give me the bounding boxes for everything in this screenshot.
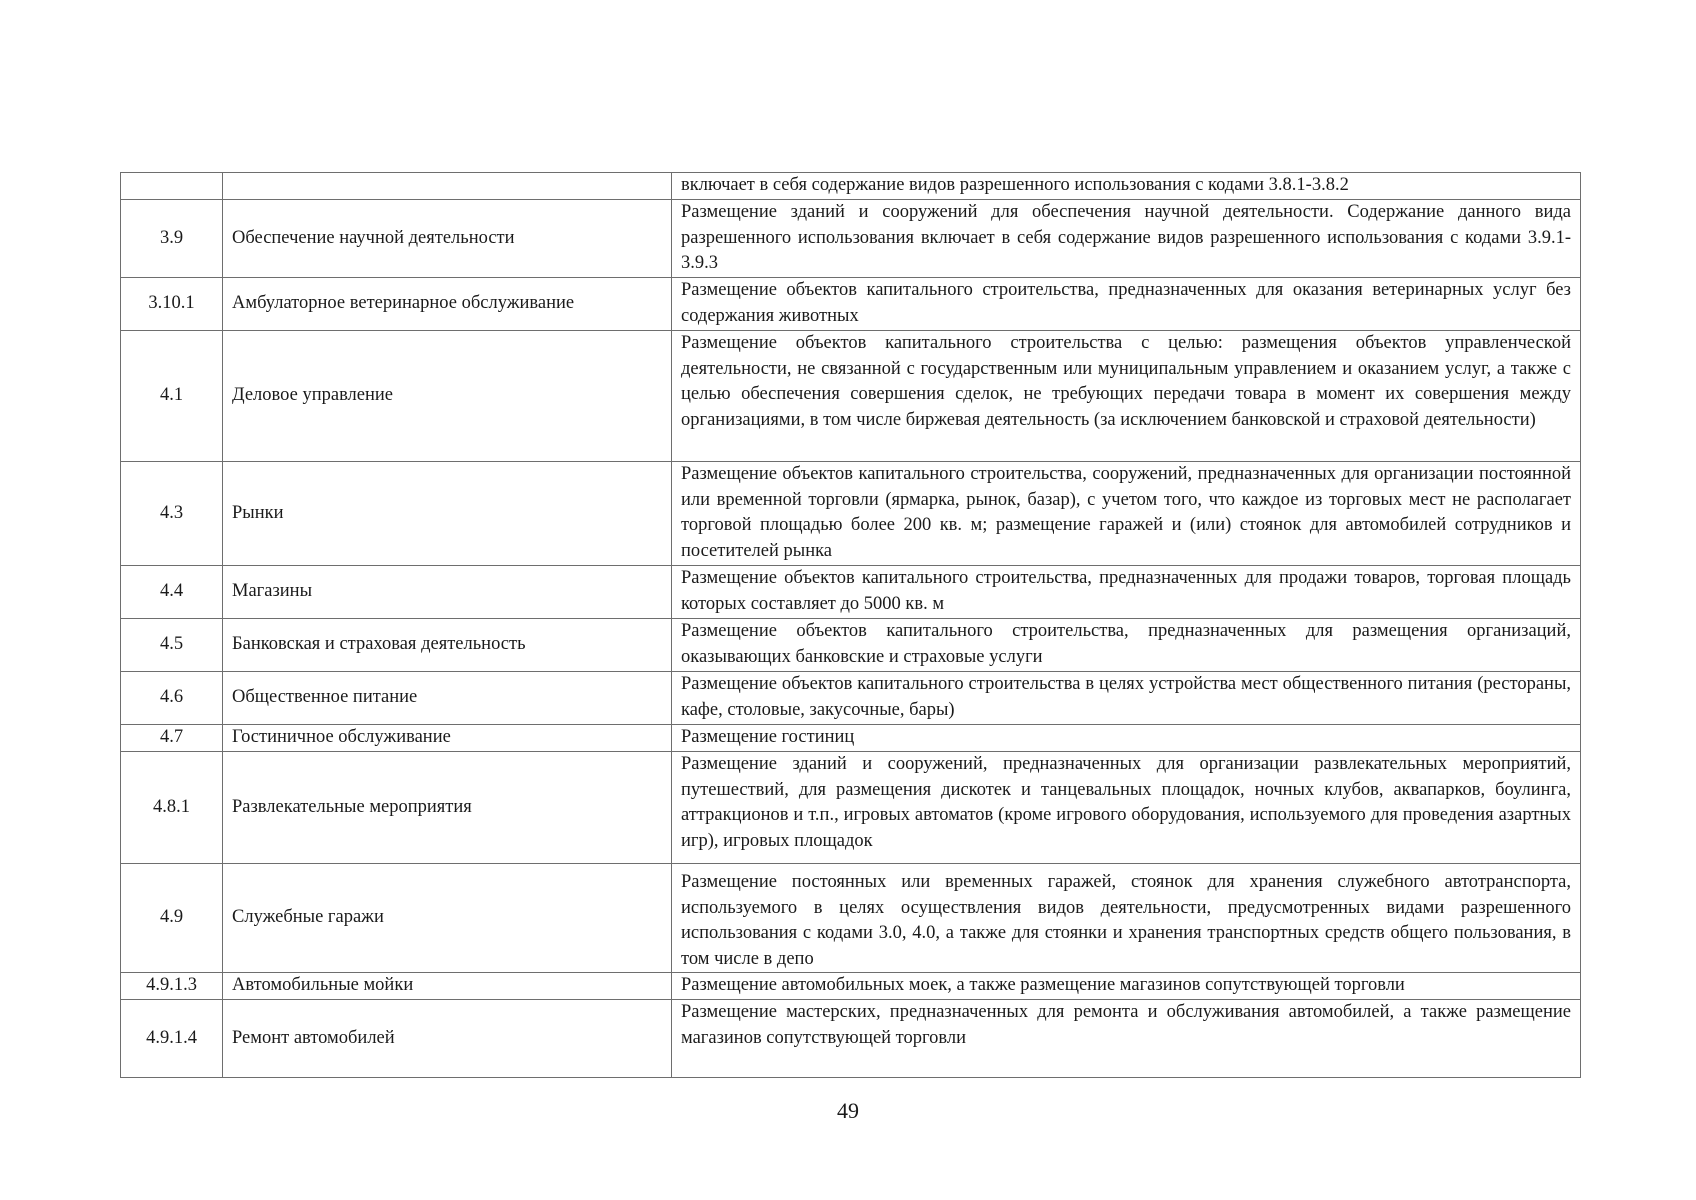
- row-name: Рынки: [223, 462, 672, 566]
- table-row: [121, 973, 1581, 1000]
- table-row: [121, 566, 1581, 619]
- row-name: Амбулаторное ветеринарное обслуживание: [223, 278, 672, 331]
- table-row: [121, 1000, 1581, 1078]
- row-name: Деловое управление: [223, 331, 672, 462]
- row-description: Размещение объектов капитального строительства, сооружений, предназначенных для организации постоянной или временной торговли (ярмарка, рынок, базар), с учетом того, что каждое из торговых мест не располагает торговой площадью более 200 кв. м; размещение гаражей и (или) стоянок для автомобилей сотрудников и посетителей рынка: [672, 462, 1581, 566]
- row-description: включает в себя содержание видов разрешенного использования с кодами 3.8.1-3.8.2: [672, 173, 1581, 200]
- row-name: Развлекательные мероприятия: [223, 752, 672, 864]
- row-code: 4.9.1.3: [121, 973, 223, 1000]
- row-code: 3.9: [121, 200, 223, 278]
- row-description: Размещение объектов капитального строительства, предназначенных для продажи товаров, торговая площадь которых составляет до 5000 кв. м: [672, 566, 1581, 619]
- table-row: [121, 173, 1581, 200]
- table-row: [121, 752, 1581, 864]
- row-name: Гостиничное обслуживание: [223, 725, 672, 752]
- row-description: Размещение автомобильных моек, а также размещение магазинов сопутствующей торговли: [672, 973, 1581, 1000]
- row-name: Обеспечение научной деятельности: [223, 200, 672, 278]
- row-code: 4.1: [121, 331, 223, 462]
- row-code: 4.8.1: [121, 752, 223, 864]
- row-name: Магазины: [223, 566, 672, 619]
- row-name: Служебные гаражи: [223, 864, 672, 973]
- row-description: Размещение гостиниц: [672, 725, 1581, 752]
- row-description: Размещение зданий и сооружений, предназначенных для организации развлекательных мероприятий, путешествий, для размещения дискотек и танцевальных площадок, ночных клубов, аквапарков, боулинга, аттракционов и т.п., игровых автоматов (кроме игрового оборудования, используемого для проведения азартных игр), игровых площадок: [672, 752, 1581, 864]
- row-code: 4.9: [121, 864, 223, 973]
- table-row: [121, 462, 1581, 566]
- row-code: 4.6: [121, 672, 223, 725]
- row-code: 4.4: [121, 566, 223, 619]
- table-row: [121, 672, 1581, 725]
- row-code: 3.10.1: [121, 278, 223, 331]
- row-description: Размещение мастерских, предназначенных для ремонта и обслуживания автомобилей, а также размещение магазинов сопутствующей торговли: [672, 1000, 1581, 1078]
- row-name: Ремонт автомобилей: [223, 1000, 672, 1078]
- land-use-table: [120, 172, 1581, 1078]
- page-number: 49: [837, 1098, 859, 1123]
- table-row: [121, 619, 1581, 672]
- row-description: Размещение постоянных или временных гаражей, стоянок для хранения служебного автотранспорта, используемого в целях осуществления видов деятельности, предусмотренных видами разрешенного использования с кодами 3.0, 4.0, а также для стоянки и хранения транспортных средств общего пользования, в том числе в депо: [672, 864, 1581, 973]
- row-description: Размещение объектов капитального строительства, предназначенных для размещения организаций, оказывающих банковские и страховые услуги: [672, 619, 1581, 672]
- row-name: Банковская и страховая деятельность: [223, 619, 672, 672]
- row-name: [223, 173, 672, 200]
- row-description: Размещение зданий и сооружений для обеспечения научной деятельности. Содержание данного вида разрешенного использования включает в себя содержание видов разрешенного использования с кодами 3.9.1-3.9.3: [672, 200, 1581, 278]
- row-description: Размещение объектов капитального строительства с целью: размещения объектов управленческой деятельности, не связанной с государственным или муниципальным управлением и оказанием услуг, а также с целью обеспечения совершения сделок, не требующих передачи товара в момент их совершения между организациями, в том числе биржевая деятельность (за исключением банковской и страховой деятельности): [672, 331, 1581, 462]
- table-row: [121, 725, 1581, 752]
- row-code: [121, 173, 223, 200]
- row-description: Размещение объектов капитального строительства в целях устройства мест общественного питания (рестораны, кафе, столовые, закусочные, бары): [672, 672, 1581, 725]
- row-code: 4.7: [121, 725, 223, 752]
- table-row: [121, 864, 1581, 973]
- row-code: 4.3: [121, 462, 223, 566]
- table-row: [121, 200, 1581, 278]
- row-name: Автомобильные мойки: [223, 973, 672, 1000]
- row-name: Общественное питание: [223, 672, 672, 725]
- row-code: 4.5: [121, 619, 223, 672]
- row-description: Размещение объектов капитального строительства, предназначенных для оказания ветеринарных услуг без содержания животных: [672, 278, 1581, 331]
- table-row: [121, 331, 1581, 462]
- table-row: [121, 278, 1581, 331]
- row-code: 4.9.1.4: [121, 1000, 223, 1078]
